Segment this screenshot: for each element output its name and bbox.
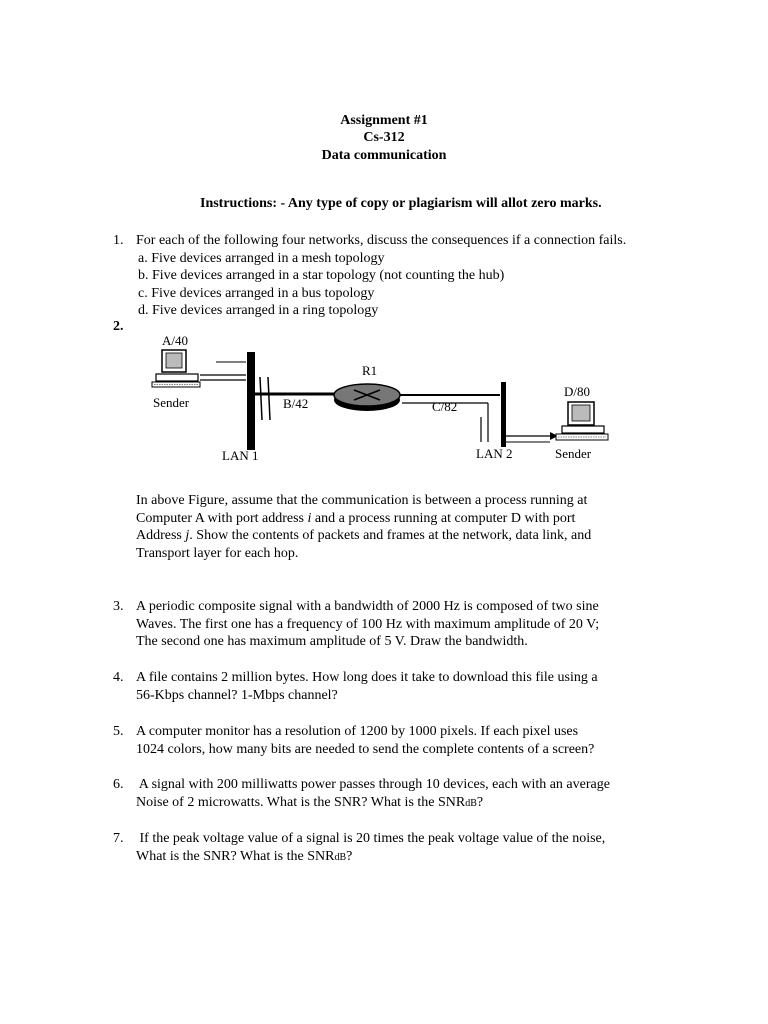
label-sender-right: Sender [555, 446, 592, 461]
question-text: Computer A with port address i and a process running at computer D with port [136, 510, 576, 526]
question-number: 4. [113, 670, 124, 685]
network-diagram [150, 332, 620, 467]
question-text: For each of the following four networks, discuss the consequences if a connection fails. [136, 233, 627, 248]
question-text: Waves. The first one has a frequency of 100 Hz with maximum amplitude of 20 V; [136, 616, 600, 632]
question-text: 1024 colors, how many bits are needed to send the complete contents of a screen? [136, 741, 595, 757]
question-text: If the peak voltage value of a signal is 20 times the peak voltage value of the noise, [136, 831, 606, 846]
question-number: 1. [113, 233, 124, 248]
question-text: A signal with 200 milliwatts power passes through 10 devices, each with an average [136, 777, 610, 792]
course-code: Cs-312 [363, 130, 405, 145]
question-text: The second one has maximum amplitude of 5 V. Draw the bandwidth. [136, 634, 528, 649]
question-number: 3. [113, 599, 124, 614]
course-subject: Data communication [321, 148, 447, 163]
list-item: b. Five devices arranged in a star topology (not counting the hub) [138, 268, 505, 283]
list-item: a. Five devices arranged in a mesh topology [138, 250, 385, 266]
label-d: D/80 [564, 384, 590, 399]
question-number: 2. [113, 319, 124, 334]
question-text: What is the SNR? What is the SNRdB? [136, 848, 353, 864]
question-number: 6. [113, 777, 124, 792]
computer-d-icon [556, 402, 608, 440]
label-sender-left: Sender [153, 395, 190, 410]
question-text: Transport layer for each hop. [136, 545, 299, 561]
instructions: Instructions: - Any type of copy or plagiarism will allot zero marks. [200, 196, 602, 211]
lan1-bus [247, 352, 255, 450]
question-text: Address j. Show the contents of packets and frames at the network, data link, and [136, 528, 592, 543]
question-number: 7. [113, 831, 124, 846]
question-text: 56-Kbps channel? 1-Mbps channel? [136, 687, 338, 703]
list-item: c. Five devices arranged in a bus topology [138, 285, 375, 301]
question-number: 5. [113, 724, 124, 739]
question-text: In above Figure, assume that the communication is between a process running at [136, 493, 588, 508]
label-lan1: LAN 1 [222, 448, 259, 463]
question-text: A file contains 2 million bytes. How long does it take to download this file using a [136, 670, 598, 685]
router-icon [334, 384, 400, 411]
list-item: d. Five devices arranged in a ring topology [138, 303, 379, 318]
label-b: B/42 [283, 396, 309, 411]
assignment-title: Assignment #1 [340, 113, 428, 128]
label-router: R1 [362, 363, 378, 378]
question-text: Noise of 2 microwatts. What is the SNR? What is the SNRdB? [136, 794, 484, 810]
label-c: C/82 [432, 399, 458, 414]
lan2-bus [501, 382, 506, 447]
question-text: A periodic composite signal with a bandwidth of 2000 Hz is composed of two sine [136, 599, 599, 614]
question-text: A computer monitor has a resolution of 1200 by 1000 pixels. If each pixel uses [136, 724, 579, 739]
label-lan2: LAN 2 [476, 446, 513, 461]
label-a: A/40 [162, 333, 188, 348]
computer-a-icon [152, 350, 200, 387]
